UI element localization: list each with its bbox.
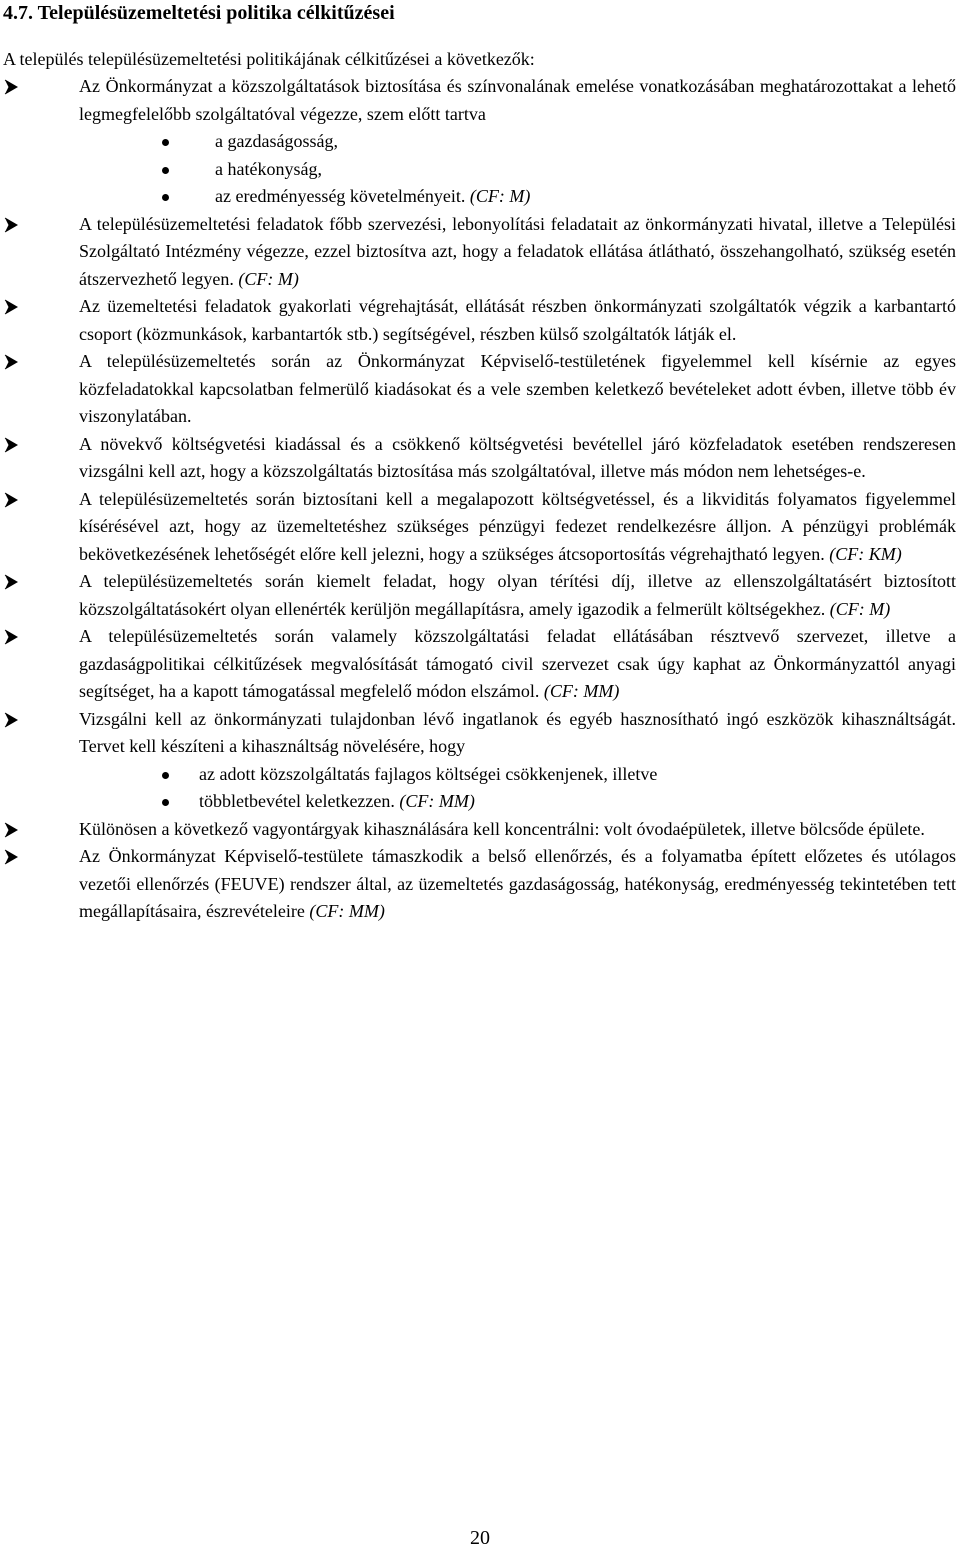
objectives-list [0,73,960,926]
dot-bullet-icon [162,139,169,146]
sub-list-item [79,788,956,816]
list-item-text: Különösen a következő vagyontárgyak kihasználására kell koncentrálni: volt óvodaépületek, illetve bölcsőde épülete. [79,818,925,839]
arrow-bullet-icon [3,348,19,375]
list-item [0,486,956,569]
dot-bullet-icon [162,194,169,201]
sub-list-item-text: többletbevétel keletkezzen. [199,791,395,811]
list-item [0,816,956,844]
sub-list-item-text: a gazdaságosság, [215,131,338,151]
list-item-text: A településüzemeltetés során biztosítani kell a megalapozott költségvetéssel, és a likviditás folyamatos figyelemmel kísérésével azt, hogy az üzemeltetéshez szükséges pénzügyi fedezet rendelkezésre álljon. A pénzügyi problémák bekövetkezésének lehetőségét előre kell jelezni, hogy a szükséges átcsoportosítás végrehajtható legyen. [79,488,956,564]
dot-bullet-icon [162,799,169,806]
reference-tag: (CF: KM) [829,543,902,564]
list-item [0,568,956,623]
reference-tag: (CF: MM) [543,681,620,701]
list-item-text: Az Önkormányzat a közszolgáltatások biztosítása és színvonalának emelése vonatkozásában meghatározottakat a lehető legmegfelelőbb szolgáltatóval végezze, szem előtt tartva [79,76,956,124]
arrow-bullet-icon [3,623,19,650]
reference-tag: (CF: M) [469,186,531,206]
list-item-text: A növekvő költségvetési kiadással és a csökkenő költségvetési bevétellel járó közfeladatok esetében rendszeresen vizsgálni kell azt, hogy a közszolgáltatás biztosítása más szolgáltatóval, illetve más módon nem lehetséges-e. [79,433,956,481]
arrow-bullet-icon [3,431,19,458]
arrow-bullet-icon [3,73,19,100]
sub-list-item [79,183,956,211]
sub-list-item-text: az adott közszolgáltatás fajlagos költségei csökkenjenek, illetve [199,763,658,784]
arrow-bullet-icon [3,816,19,843]
arrow-bullet-icon [3,843,19,870]
sub-list [79,128,956,211]
sub-list [79,761,956,816]
list-item [0,843,956,926]
dot-bullet-icon [162,167,169,174]
page-number: 20 [470,1527,490,1549]
reference-tag: (CF: MM) [399,791,475,811]
list-item-text: Az Önkormányzat Képviselő-testülete támaszkodik a belső ellenőrzés, és a folyamatba épített előzetes és utólagos vezetői ellenőrzés (FEUVE) rendszer által, az üzemeltetés gazdaságosság, hatékonyság, eredményesség tekintetében tett megállapításaira, észrevételeire [79,846,956,921]
arrow-bullet-icon [3,211,19,238]
list-item [0,211,956,294]
sub-list-item [79,761,956,789]
arrow-bullet-icon [3,706,19,733]
list-item [0,431,956,486]
reference-tag: (CF: MM) [309,901,385,921]
arrow-bullet-icon [3,486,19,513]
sub-list-item-text: a hatékonyság, [215,158,322,179]
reference-tag: (CF: M) [829,598,891,619]
sub-list-item-text: az eredményesség követelményeit. [215,186,466,206]
list-item-text: Vizsgálni kell az önkormányzati tulajdonban lévő ingatlanok és egyéb hasznosítható ingó eszközök kihasználtságát. Tervet kell készíteni a kihasználtság növelésére, hogy [79,708,956,756]
section-heading: 4.7. Településüzemeltetési politika célkitűzései [3,2,395,24]
list-item [0,293,956,348]
list-item [0,348,956,431]
sub-list-item [79,128,956,156]
sub-list-item [79,156,956,184]
dot-bullet-icon [162,772,169,779]
list-item [0,73,956,211]
intro-paragraph: A település településüzemeltetési politikájának célkitűzései a következők: [3,49,535,69]
list-item-text: Az üzemeltetési feladatok gyakorlati végrehajtását, ellátását részben önkormányzati szolgáltatók végzik a karbantartó csoport (közmunkások, karbantartók stb.) segítségével, részben külső szolgáltatók látják el. [79,296,956,344]
list-item-text: A településüzemeltetés során az Önkormányzat Képviselő-testületének figyelemmel kell kísérnie az egyes közfeladatokkal kapcsolatban felmerülő kiadásokat és a vele szemben keletkező bevételeket adott évben, illetve több év viszonylatában. [79,351,956,426]
list-item-text: A településüzemeltetés során kiemelt feladat, hogy olyan térítési díj, illetve az ellenszolgáltatásért biztosított közszolgáltatásokért olyan ellenérték kerüljön megállapításra, amely igazodik a felmerült költségekhez. [79,571,956,619]
list-item-text: A településüzemeltetés során valamely közszolgáltatási feladat ellátásában résztvevő szervezet, illetve a gazdaságpolitikai célkitűzések megvalósítását támogató civil szervezet csak úgy kaphat az Önkormányzattól anyagi segítséget, ha a kapott támogatással megfelelő módon elszámol. [79,626,956,701]
reference-tag: (CF: M) [238,268,299,289]
list-item [0,706,956,816]
list-item [0,623,956,706]
arrow-bullet-icon [3,293,19,320]
list-item-text: A településüzemeltetési feladatok főbb szervezési, lebonyolítási feladatait az önkormányzati hivatal, illetve a Települési Szolgáltató Intézmény végezze, ezzel biztosítva azt, hogy a feladatok ellátása átlátható, összehangolható, szükség esetén átszervezhető legyen. [79,213,956,289]
arrow-bullet-icon [3,568,19,595]
